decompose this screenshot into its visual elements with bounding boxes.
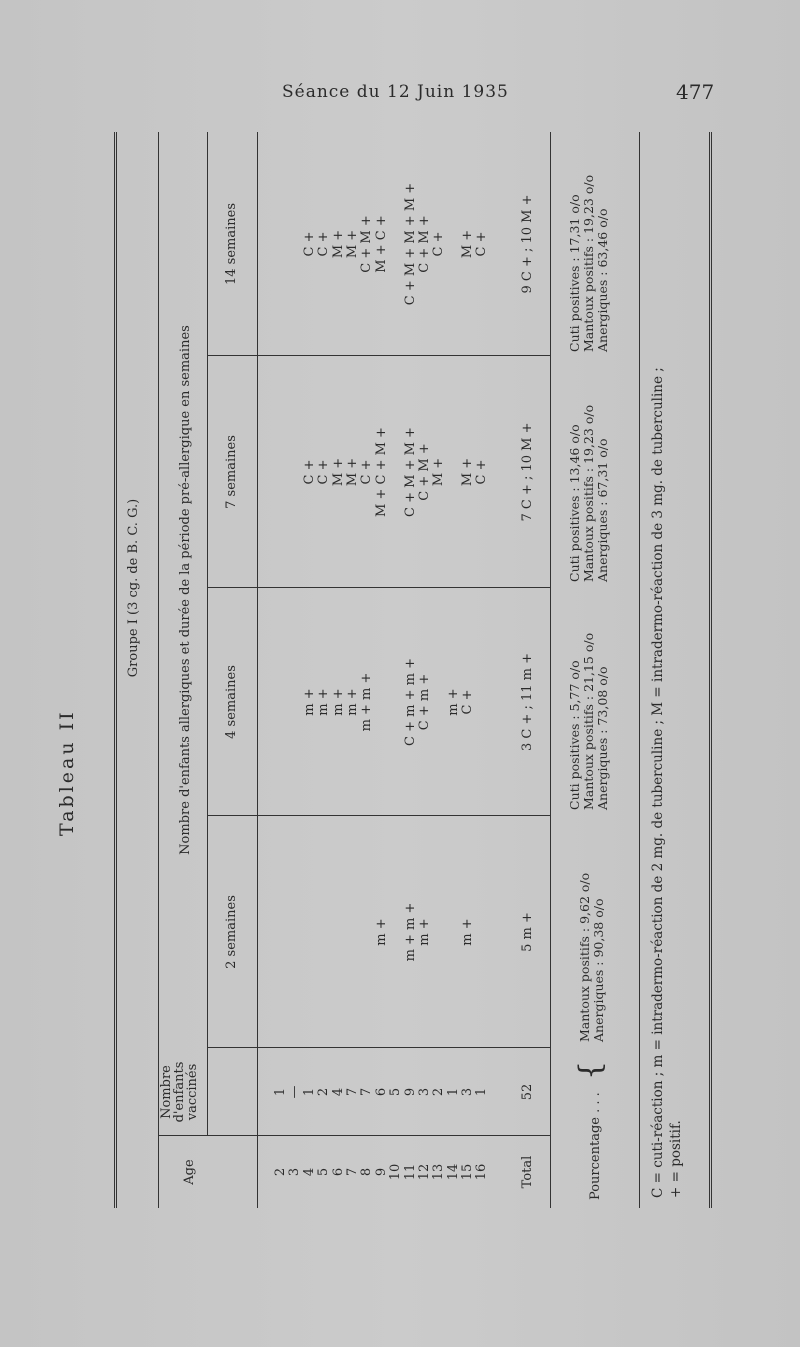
table-cell: 12: [416, 1163, 432, 1181]
legend-line-2: + = positif.: [668, 1120, 684, 1198]
table-cell: [274, 356, 288, 588]
rule: [158, 132, 159, 1208]
table-cell: [432, 816, 446, 1048]
table-cell: 14: [445, 1163, 461, 1181]
table-cell: [360, 816, 374, 1048]
total-2w: 5 m +: [520, 912, 535, 952]
table-cell: [475, 588, 489, 816]
table-cell: C + M +: [416, 443, 432, 501]
table-cell: 5: [316, 1167, 332, 1177]
table-cell: [288, 588, 302, 816]
table-cell: [432, 588, 446, 816]
table-cell: [389, 816, 403, 1048]
table-cell: [317, 816, 331, 1048]
count-header: Nombre d'enfants vaccinés: [159, 1061, 200, 1123]
rule: [207, 132, 208, 1136]
counts-column: [274, 1048, 490, 1136]
table-cell: 4: [301, 1167, 317, 1177]
period-7w: 7 semaines: [224, 435, 239, 509]
table-cell: 1: [301, 1087, 317, 1097]
pct-2w: Mantoux positifs : 9,62 o/o Anergiques : 90,38 o/o: [577, 872, 606, 1042]
table-cell: 3: [460, 1087, 476, 1097]
table-cell: 6: [373, 1087, 389, 1097]
pct-4w: Cuti positives : 5,77 o/o Mantoux positifs : 21,15 o/o Anergiques : 73,08 o/o: [567, 632, 610, 810]
table-cell: [274, 816, 288, 1048]
table-cell: C +: [474, 459, 490, 485]
table-cell: C +: [474, 231, 490, 257]
table-cell: M +: [330, 457, 346, 487]
period-header: Nombre d'enfants allergiques et durée de la période pré-allergique en semaines: [178, 325, 193, 855]
rotated-table: [56, 132, 706, 1208]
table-title: Tableau II: [56, 709, 78, 836]
table-cell: C +: [316, 459, 332, 485]
table-cell: m +: [344, 688, 360, 716]
table-cell: C + m + m +: [402, 658, 418, 746]
table-cell: m +: [445, 688, 461, 716]
table-cell: m +: [301, 688, 317, 716]
table-cell: m + m +: [359, 672, 375, 732]
table-cell: M + C +: [373, 215, 389, 273]
table-cell: m +: [316, 688, 332, 716]
table-cell: [389, 132, 403, 356]
table-cell: C +: [359, 459, 375, 485]
rule: [550, 132, 551, 1208]
table-cell: m +: [330, 688, 346, 716]
table-cell: [274, 588, 288, 816]
table-cell: [389, 356, 403, 588]
table-cell: 1: [445, 1087, 461, 1097]
table-cell: 3: [287, 1167, 303, 1177]
table-cell: 4: [330, 1087, 346, 1097]
column-2w: [274, 816, 490, 1048]
table-cell: [375, 588, 389, 816]
table-cell: C +: [301, 459, 317, 485]
table-cell: 2: [431, 1087, 447, 1097]
table-cell: C +: [431, 231, 447, 257]
pct-14w: Cuti positives : 17,31 o/o Mantoux positifs : 19,23 o/o Anergiques : 63,46 o/o: [567, 174, 610, 352]
table-cell: M + C + M +: [373, 427, 389, 517]
table-cell: M +: [431, 457, 447, 487]
table-cell: [274, 132, 288, 356]
running-header: Séance du 12 Juin 1935: [282, 82, 509, 102]
age-header: Age: [182, 1159, 197, 1185]
table-cell: 2: [316, 1087, 332, 1097]
table-cell: [288, 356, 302, 588]
total-label: Total: [520, 1155, 535, 1189]
table-cell: [447, 356, 461, 588]
table-cell: 11: [402, 1163, 418, 1181]
table-cell: m +: [416, 918, 432, 946]
table-cell: m +: [373, 918, 389, 946]
table-cell: 8: [359, 1167, 375, 1177]
table-cell: 3: [416, 1087, 432, 1097]
total-14w: 9 C + ; 10 M +: [520, 194, 535, 294]
table-cell: 13: [431, 1163, 447, 1181]
period-14w: 14 semaines: [224, 203, 239, 286]
page-number: 477: [676, 80, 715, 104]
table-cell: [447, 816, 461, 1048]
table-cell: 6: [330, 1167, 346, 1177]
brace: {: [573, 1060, 608, 1080]
column-4w: [274, 588, 490, 816]
table-cell: 7: [359, 1087, 375, 1097]
table-cell: C + M + M + M +: [402, 182, 418, 306]
table-cell: [447, 132, 461, 356]
table-cell: [288, 816, 302, 1048]
legend-line-1: C = cuti-réaction ; m = intradermo-réaction de 2 mg. de tuberculine ; M = intradermo-réaction de 3 mg. de tuberculine ;: [650, 367, 666, 1198]
table-cell: M +: [460, 229, 476, 259]
table-cell: [346, 816, 360, 1048]
pct-7w: Cuti positives : 13,46 o/o Mantoux positifs : 19,23 o/o Anergiques : 67,31 o/o: [567, 404, 610, 582]
table-cell: C +: [460, 689, 476, 715]
ages-column: [274, 1136, 490, 1208]
table-cell: C + m +: [416, 673, 432, 731]
total-count: 52: [520, 1083, 535, 1101]
table-cell: C + M + M +: [402, 427, 418, 517]
table-cell: 9: [402, 1087, 418, 1097]
table-cell: [475, 816, 489, 1048]
table-cell: 7: [344, 1087, 360, 1097]
table-cell: m + m +: [402, 902, 418, 962]
table-cell: 9: [373, 1167, 389, 1177]
period-2w: 2 semaines: [224, 895, 239, 969]
table-cell: 5: [388, 1087, 404, 1097]
table-cell: C + M +: [416, 215, 432, 273]
table-cell: 16: [474, 1163, 490, 1181]
percentage-label: Pourcentage . . .: [588, 1092, 603, 1200]
table-cell: —: [287, 1085, 303, 1099]
table-cell: M +: [344, 229, 360, 259]
table-cell: 1: [273, 1087, 288, 1097]
table-cell: 7: [344, 1167, 360, 1177]
table-cell: [303, 816, 317, 1048]
table-cell: [389, 588, 403, 816]
rule: [639, 132, 640, 1208]
total-4w: 3 C + ; 11 m +: [520, 652, 535, 752]
table-cell: C + M +: [359, 215, 375, 273]
table-cell: [332, 816, 346, 1048]
column-14w: [274, 132, 490, 356]
table-cell: C +: [316, 231, 332, 257]
table-cell: 10: [388, 1163, 404, 1181]
table-cell: 1: [474, 1087, 490, 1097]
column-7w: [274, 356, 490, 588]
table-cell: M +: [344, 457, 360, 487]
table-cell: M +: [330, 229, 346, 259]
table-cell: m +: [460, 918, 476, 946]
table-cell: C +: [301, 231, 317, 257]
table-cell: [288, 132, 302, 356]
total-7w: 7 C + ; 10 M +: [520, 422, 535, 522]
period-4w: 4 semaines: [224, 665, 239, 739]
table-cell: M +: [460, 457, 476, 487]
table-cell: 2: [273, 1167, 288, 1177]
group-label: Groupe I (3 cg. de B. C. G.): [126, 498, 141, 678]
table-cell: 15: [460, 1163, 476, 1181]
